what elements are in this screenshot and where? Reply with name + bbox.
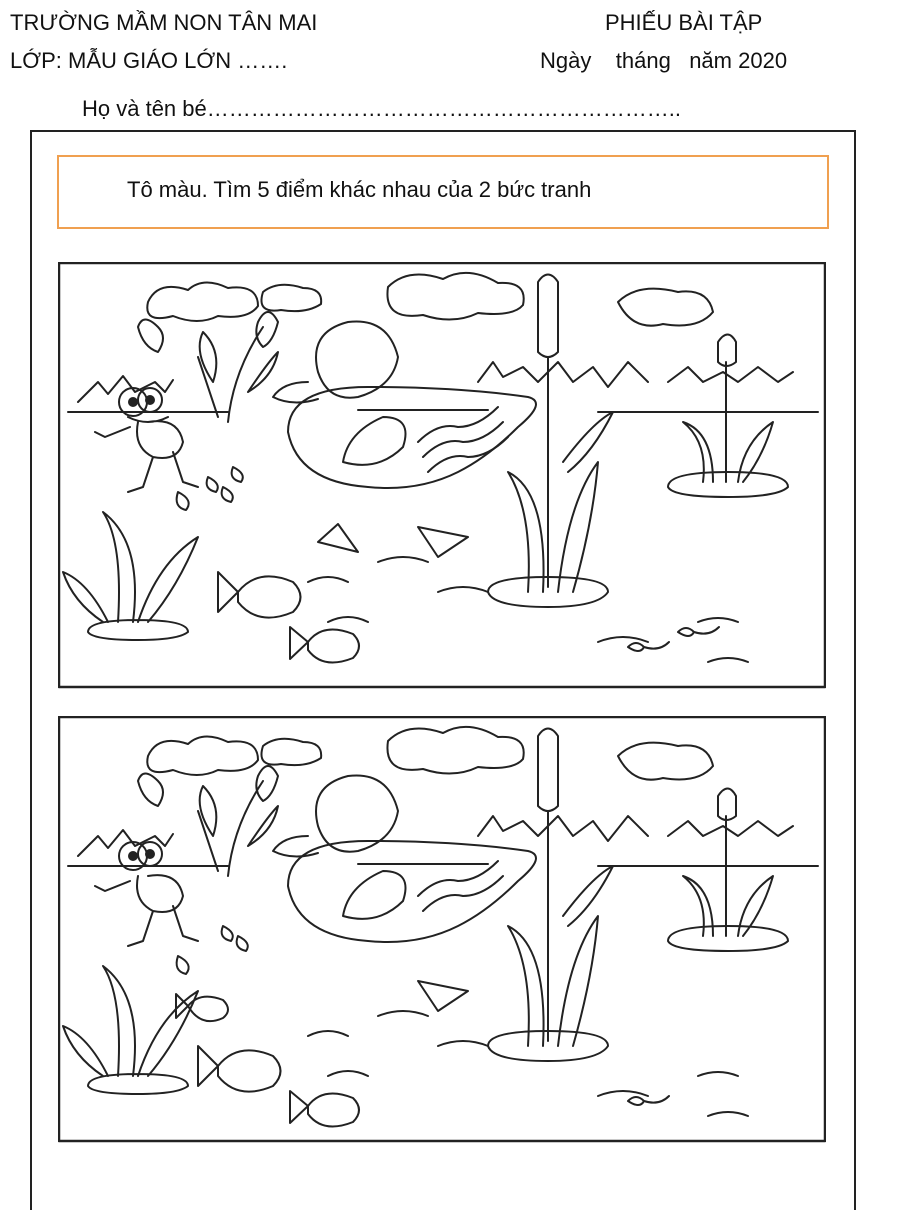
- sheet-title: PHIẾU BÀI TẬP: [605, 10, 763, 35]
- school-name: TRƯỜNG MẦM NON TÂN MAI: [10, 10, 318, 35]
- name-line: Họ và tên bé………………………………………………………..: [82, 96, 681, 121]
- cattail: [488, 275, 613, 608]
- class-line: LỚP: MẪU GIÁO LỚN …….: [10, 48, 288, 73]
- cattail: [488, 729, 613, 1062]
- frog: [95, 842, 198, 946]
- duck: [273, 775, 536, 1011]
- duck: [273, 321, 536, 557]
- frog: [95, 388, 198, 492]
- top-picture: [58, 262, 826, 690]
- instruction-box: [57, 155, 829, 229]
- fish: [176, 994, 359, 1127]
- bottom-picture: [58, 716, 826, 1144]
- clouds: [147, 727, 713, 780]
- date-line: Ngày tháng năm 2020: [540, 48, 788, 73]
- fish: [218, 572, 359, 663]
- clouds: [147, 273, 713, 326]
- instruction-text: Tô màu. Tìm 5 điểm khác nhau của 2 bức tranh: [127, 177, 592, 202]
